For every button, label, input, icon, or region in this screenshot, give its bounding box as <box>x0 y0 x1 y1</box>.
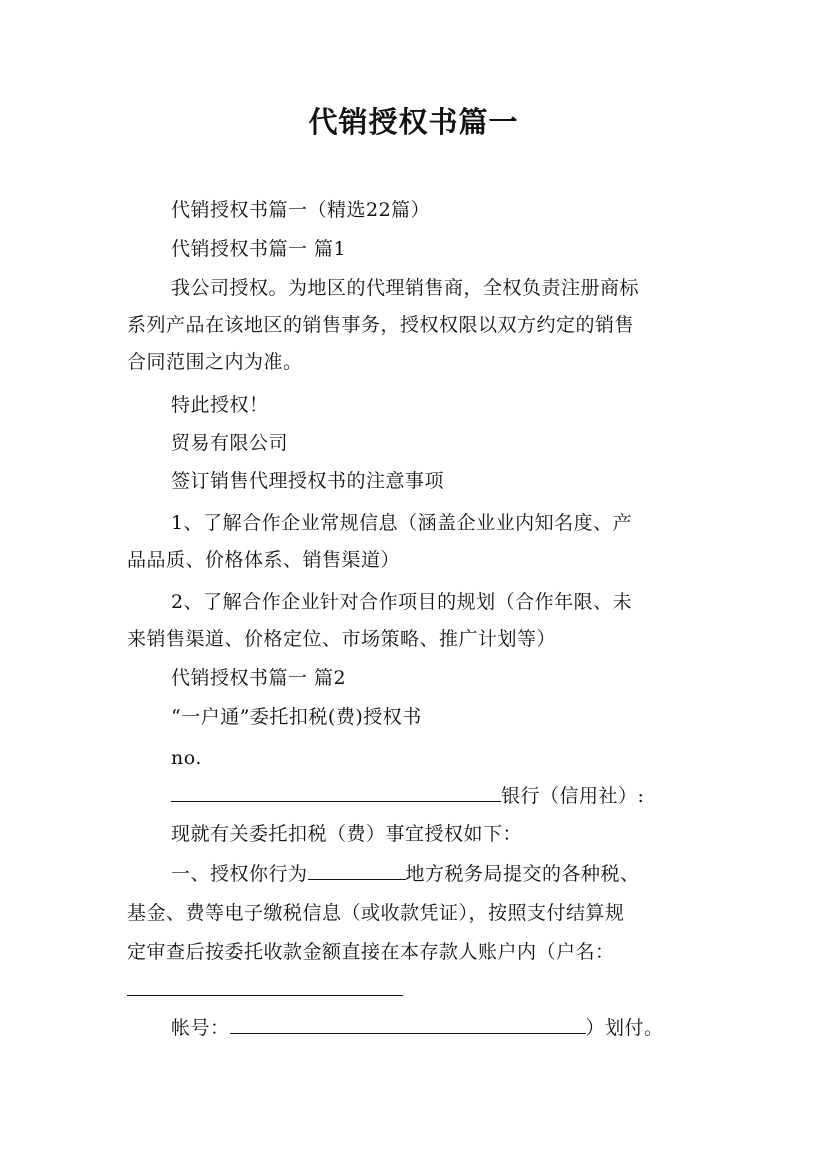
paragraph-1-line-1: 我公司授权。为地区的代理销售商，全权负责注册商标 <box>171 277 640 299</box>
note-2-line-1: 2、了解合作企业针对合作项目的规划（合作年限、未 <box>171 591 633 613</box>
item-1-line-2: 基金、费等电子缴税信息（或收款凭证），按照支付结算规 <box>127 902 625 924</box>
item-1-prefix: 一、授权你行为 <box>171 863 308 885</box>
account-name-blank <box>127 994 403 996</box>
number-label: no. <box>171 747 202 769</box>
account-line <box>127 1010 707 1047</box>
authorize-intro: 现就有关委托扣税（费）事宜授权如下： <box>171 823 523 845</box>
paragraph-1-line-2: 系列产品在该地区的销售事务，授权权限以双方约定的销售 <box>127 314 635 336</box>
section-heading-1: 代销授权书篇一 篇1 <box>171 238 347 260</box>
section-heading-2: 代销授权书篇一 篇2 <box>171 667 347 689</box>
item-1-suffix: 地方税务局提交的各种税、 <box>405 863 640 885</box>
bank-line <box>127 778 707 815</box>
company-name: 贸易有限公司 <box>171 432 289 454</box>
note-1-line-2: 品品质、价格体系、销售渠道） <box>127 549 401 571</box>
tax-bureau-blank <box>308 857 406 880</box>
item-1-line-1 <box>127 856 707 893</box>
account-label: 帐号： <box>171 1017 230 1039</box>
notes-heading: 签订销售代理授权书的注意事项 <box>171 470 445 492</box>
note-1-line-1: 1、了解合作企业常规信息（涵盖企业业内知名度、产 <box>171 512 633 534</box>
item-1-line-3: 定审查后按委托收款金额直接在本存款人账户内（户名： <box>127 941 615 963</box>
form-title: “一户通”委托扣税(费)授权书 <box>171 706 422 728</box>
account-number-blank <box>230 1011 586 1034</box>
paragraph-1-line-3: 合同范围之内为准。 <box>127 351 303 373</box>
special-authorization: 特此授权！ <box>171 394 269 416</box>
bank-name-blank <box>171 779 501 802</box>
note-2-line-2: 来销售渠道、价格定位、市场策略、推广计划等） <box>127 628 557 650</box>
heading-selection: 代销授权书篇一（精选22篇） <box>171 199 431 221</box>
bank-label: 银行（信用社）: <box>501 785 645 807</box>
document-title: 代销授权书篇一 <box>308 105 519 139</box>
account-suffix: ）划付。 <box>585 1017 664 1039</box>
